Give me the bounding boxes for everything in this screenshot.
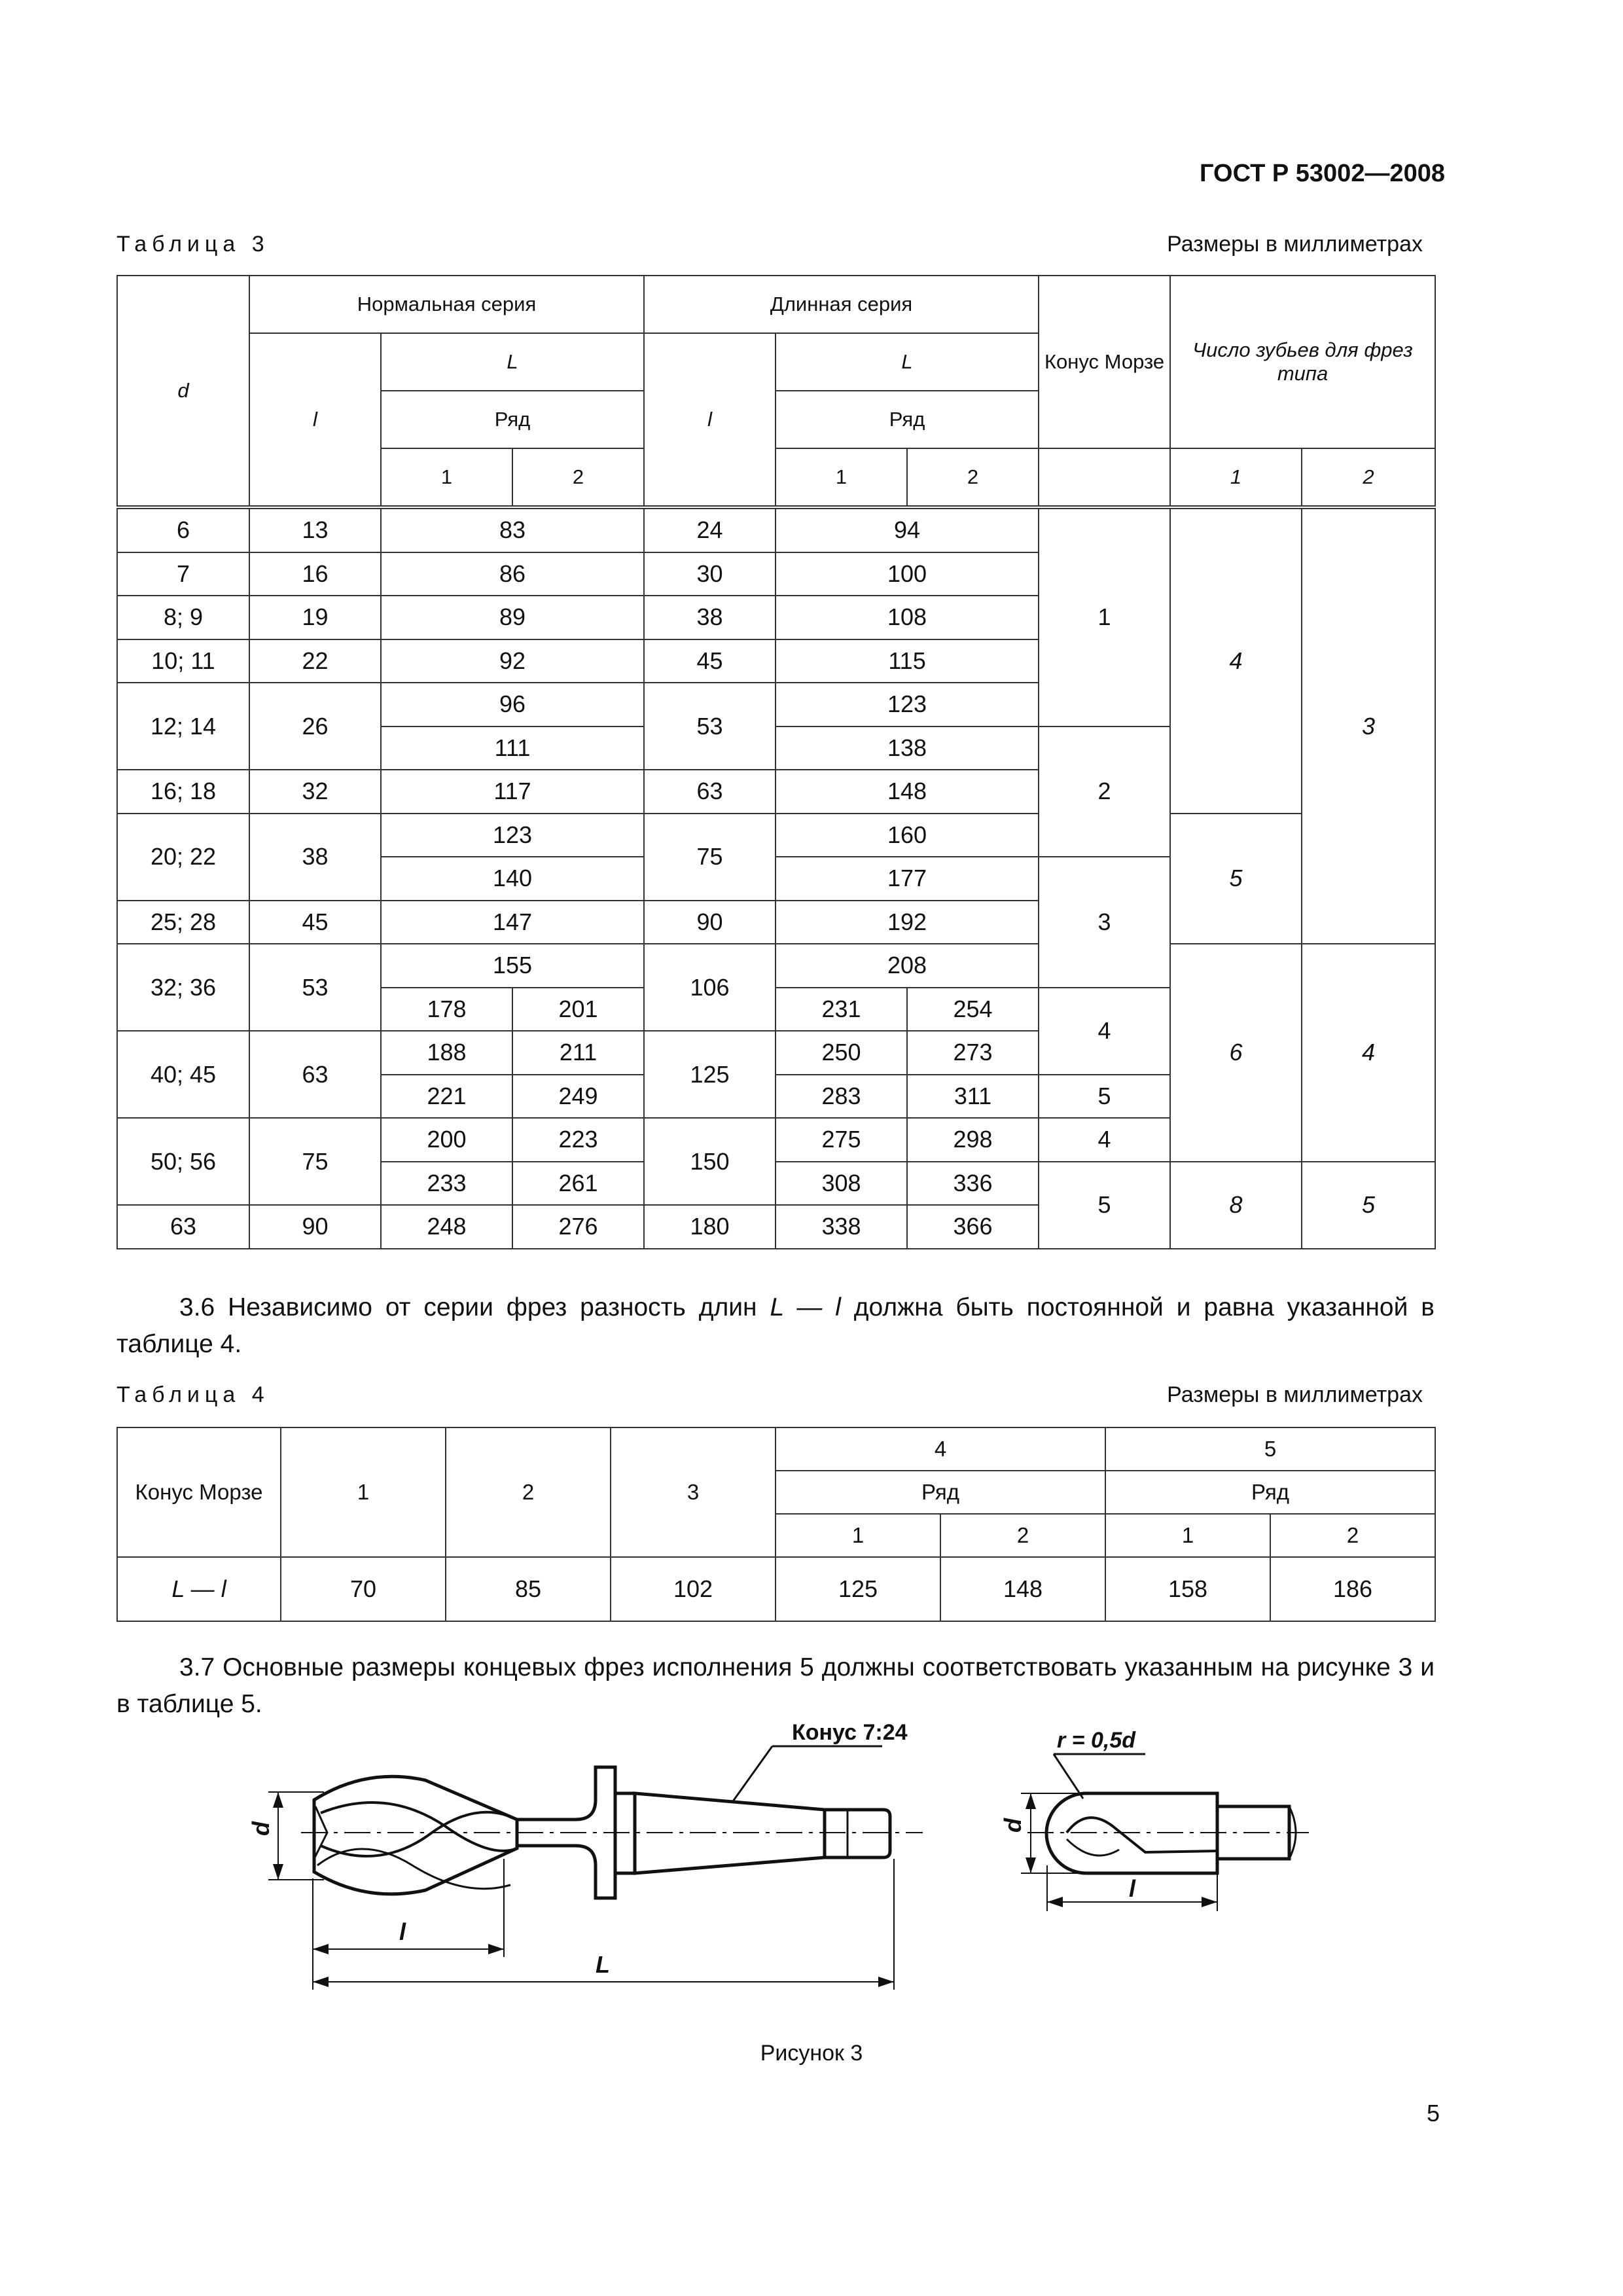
figure-caption: Рисунок 3	[760, 2041, 863, 2066]
header-row-1: 1	[776, 448, 907, 507]
cell-L-long: 138	[776, 726, 1039, 770]
cell-L-long-1: 283	[776, 1075, 907, 1119]
header-row-2: 2	[940, 1514, 1105, 1557]
cell-L-normal-1: 233	[381, 1162, 512, 1206]
cell-L-long: 94	[776, 507, 1039, 552]
header-cone-4: 4	[776, 1427, 1105, 1471]
table3-units: Размеры в миллиметрах	[1167, 232, 1423, 257]
cell-cone: 4	[1039, 988, 1170, 1075]
cell-L-normal-2: 276	[512, 1205, 644, 1249]
cell-L-normal-1: 221	[381, 1075, 512, 1119]
page-number: 5	[1426, 2100, 1440, 2126]
cell-L-long: 160	[776, 814, 1039, 857]
cell-L-normal: 117	[381, 770, 644, 814]
cell-L-normal-2: 261	[512, 1162, 644, 1206]
cell-teeth1: 5	[1170, 814, 1302, 944]
cell-L-long-2: 273	[907, 1031, 1039, 1075]
formula-L-minus-l: L — l	[770, 1293, 841, 1321]
header-l-long: l	[644, 333, 776, 507]
paragraph-3-6	[116, 1289, 1435, 1363]
cell-d: 50; 56	[117, 1118, 249, 1205]
standard-designation: ГОСТ Р 53002—2008	[1200, 160, 1445, 187]
cell-L-long-2: 254	[907, 988, 1039, 1031]
table4	[116, 1427, 1436, 1622]
cell-d: 16; 18	[117, 770, 249, 814]
cell-teeth2: 3	[1302, 507, 1435, 944]
header-row-long: Ряд	[776, 391, 1039, 448]
cell-L-normal: 86	[381, 552, 644, 596]
header-row-2: 2	[512, 448, 644, 507]
cell-l-long: 30	[644, 552, 776, 596]
cell-d: 20; 22	[117, 814, 249, 901]
table-row	[117, 1557, 1435, 1621]
dim-l-1: l	[399, 1918, 406, 1945]
header-teeth-type-1: 1	[1170, 448, 1302, 507]
cell-l-normal: 16	[249, 552, 381, 596]
cell-L-long-2: 366	[907, 1205, 1039, 1249]
header-row-1: 1	[381, 448, 512, 507]
cell-teeth2: 4	[1302, 944, 1435, 1162]
cell-L-long: 100	[776, 552, 1039, 596]
cell-L-long: 108	[776, 596, 1039, 639]
header-cone-1: 1	[281, 1427, 446, 1557]
header-cone-empty	[1039, 448, 1170, 507]
cell-l-long: 150	[644, 1118, 776, 1205]
cell-L-long: 177	[776, 857, 1039, 901]
dim-d-1: d	[247, 1821, 274, 1836]
cell-L-normal: 147	[381, 901, 644, 944]
cell-L-normal: 96	[381, 683, 644, 726]
table4-units: Размеры в миллиметрах	[1167, 1382, 1423, 1407]
cell-L-normal-2: 223	[512, 1118, 644, 1162]
cell-L-long-1: 231	[776, 988, 907, 1031]
cell-d: 25; 28	[117, 901, 249, 944]
cell-L-long: 208	[776, 944, 1039, 988]
cell-cone: 2	[1039, 726, 1170, 857]
cell-l-long: 125	[644, 1031, 776, 1118]
cell-d: 32; 36	[117, 944, 249, 1031]
cell-L-long-1: 275	[776, 1118, 907, 1162]
cell-l-long: 63	[644, 770, 776, 814]
paragraph-3-7-text: 3.7 Основные размеры концевых фрез исполнения 5 должны соответствовать указанным на рисунке 3 и в таблице 5.	[116, 1653, 1435, 1718]
table-row	[117, 944, 1435, 988]
header-cone-3: 3	[611, 1427, 776, 1557]
cell-cone: 5	[1039, 1075, 1170, 1119]
cell-d: 12; 14	[117, 683, 249, 770]
cell-L-long-2: 298	[907, 1118, 1039, 1162]
cell-l-normal: 45	[249, 901, 381, 944]
figure-3	[216, 1702, 1329, 2009]
cell-d: 63	[117, 1205, 249, 1249]
dim-L: L	[596, 1951, 610, 1978]
paragraph-3-6-suffix: должна быть постоянной и равна указанной в таблице 4.	[116, 1293, 1435, 1358]
cell-L-normal-1: 200	[381, 1118, 512, 1162]
cell-L-normal-2: 249	[512, 1075, 644, 1119]
cell-value: 125	[776, 1557, 940, 1621]
dim-l-2: l	[1129, 1875, 1136, 1902]
cell-L-long-1: 338	[776, 1205, 907, 1249]
radius-label: r = 0,5d	[1057, 1728, 1136, 1753]
cell-d: 8; 9	[117, 596, 249, 639]
paragraph-3-6-prefix: 3.6 Независимо от серии фрез разность длин	[179, 1293, 770, 1321]
table-row	[117, 507, 1435, 552]
header-row: Ряд	[1105, 1471, 1435, 1514]
cell-value: 186	[1270, 1557, 1435, 1621]
header-teeth: Число зубьев для фрез типа	[1170, 276, 1435, 448]
cell-L-normal: 83	[381, 507, 644, 552]
cell-value: 102	[611, 1557, 776, 1621]
cell-value: 70	[281, 1557, 446, 1621]
header-row-1: 1	[1105, 1514, 1270, 1557]
cell-teeth1: 6	[1170, 944, 1302, 1162]
cell-l-normal: 19	[249, 596, 381, 639]
cell-l-normal: 32	[249, 770, 381, 814]
header-normal-series: Нормальная серия	[249, 276, 644, 333]
cell-l-long: 24	[644, 507, 776, 552]
cell-L-normal: 89	[381, 596, 644, 639]
cell-l-normal: 38	[249, 814, 381, 901]
cell-l-long: 180	[644, 1205, 776, 1249]
header-long-series: Длинная серия	[644, 276, 1039, 333]
table-row	[117, 814, 1435, 857]
cell-d: 40; 45	[117, 1031, 249, 1118]
cell-teeth2: 5	[1302, 1162, 1435, 1249]
cell-L-long: 123	[776, 683, 1039, 726]
cell-cone: 1	[1039, 507, 1170, 726]
cell-cone: 5	[1039, 1162, 1170, 1249]
cell-l-long: 75	[644, 814, 776, 901]
cell-L-normal: 92	[381, 639, 644, 683]
header-l-normal: l	[249, 333, 381, 507]
table3-caption: Таблица 3	[116, 232, 270, 257]
cell-L-normal-1: 188	[381, 1031, 512, 1075]
cell-L-long-2: 311	[907, 1075, 1039, 1119]
header-teeth-type-2: 2	[1302, 448, 1435, 507]
cell-L-normal-2: 211	[512, 1031, 644, 1075]
row-label-L-minus-l: L — l	[117, 1557, 281, 1621]
cell-value: 85	[446, 1557, 611, 1621]
cell-L-normal: 155	[381, 944, 644, 988]
cell-cone: 4	[1039, 1118, 1170, 1162]
table3	[116, 275, 1436, 1249]
header-L-long: L	[776, 333, 1039, 391]
cell-l-long: 38	[644, 596, 776, 639]
cell-l-normal: 53	[249, 944, 381, 1031]
cell-L-long: 192	[776, 901, 1039, 944]
cell-d: 7	[117, 552, 249, 596]
header-d: d	[117, 276, 249, 507]
cell-L-normal: 111	[381, 726, 644, 770]
cell-d: 6	[117, 507, 249, 552]
cell-teeth1: 4	[1170, 507, 1302, 814]
cell-L-long-1: 250	[776, 1031, 907, 1075]
header-cone: Конус Морзе	[1039, 276, 1170, 448]
cell-L-long-2: 336	[907, 1162, 1039, 1206]
cell-L-normal-1: 178	[381, 988, 512, 1031]
cell-L-normal: 123	[381, 814, 644, 857]
cell-l-long: 45	[644, 639, 776, 683]
header-cone-morse: Конус Морзе	[117, 1427, 281, 1557]
header-row: Ряд	[776, 1471, 1105, 1514]
cell-L-long: 115	[776, 639, 1039, 683]
header-cone-2: 2	[446, 1427, 611, 1557]
cell-teeth1: 8	[1170, 1162, 1302, 1249]
header-L-normal: L	[381, 333, 644, 391]
header-row-normal: Ряд	[381, 391, 644, 448]
cell-L-long-1: 308	[776, 1162, 907, 1206]
cell-l-normal: 22	[249, 639, 381, 683]
header-row-2: 2	[907, 448, 1039, 507]
cell-d: 10; 11	[117, 639, 249, 683]
cell-l-normal: 75	[249, 1118, 381, 1205]
cell-l-normal: 13	[249, 507, 381, 552]
header-row-2: 2	[1270, 1514, 1435, 1557]
header-cone-5: 5	[1105, 1427, 1435, 1471]
cell-L-long: 148	[776, 770, 1039, 814]
table4-caption: Таблица 4	[116, 1382, 270, 1407]
dim-d-2: d	[999, 1818, 1026, 1833]
cell-l-normal: 90	[249, 1205, 381, 1249]
ball-end-mill-drawing	[1021, 1754, 1309, 1911]
cell-l-normal: 26	[249, 683, 381, 770]
header-row-1: 1	[776, 1514, 940, 1557]
cell-l-long: 106	[644, 944, 776, 1031]
cell-value: 158	[1105, 1557, 1270, 1621]
cell-l-normal: 63	[249, 1031, 381, 1118]
cone-label: Конус 7:24	[792, 1720, 908, 1745]
cell-value: 148	[940, 1557, 1105, 1621]
cell-l-long: 90	[644, 901, 776, 944]
cell-L-normal: 140	[381, 857, 644, 901]
cell-L-normal-2: 201	[512, 988, 644, 1031]
cell-cone: 3	[1039, 857, 1170, 988]
cell-L-normal-1: 248	[381, 1205, 512, 1249]
cell-l-long: 53	[644, 683, 776, 770]
